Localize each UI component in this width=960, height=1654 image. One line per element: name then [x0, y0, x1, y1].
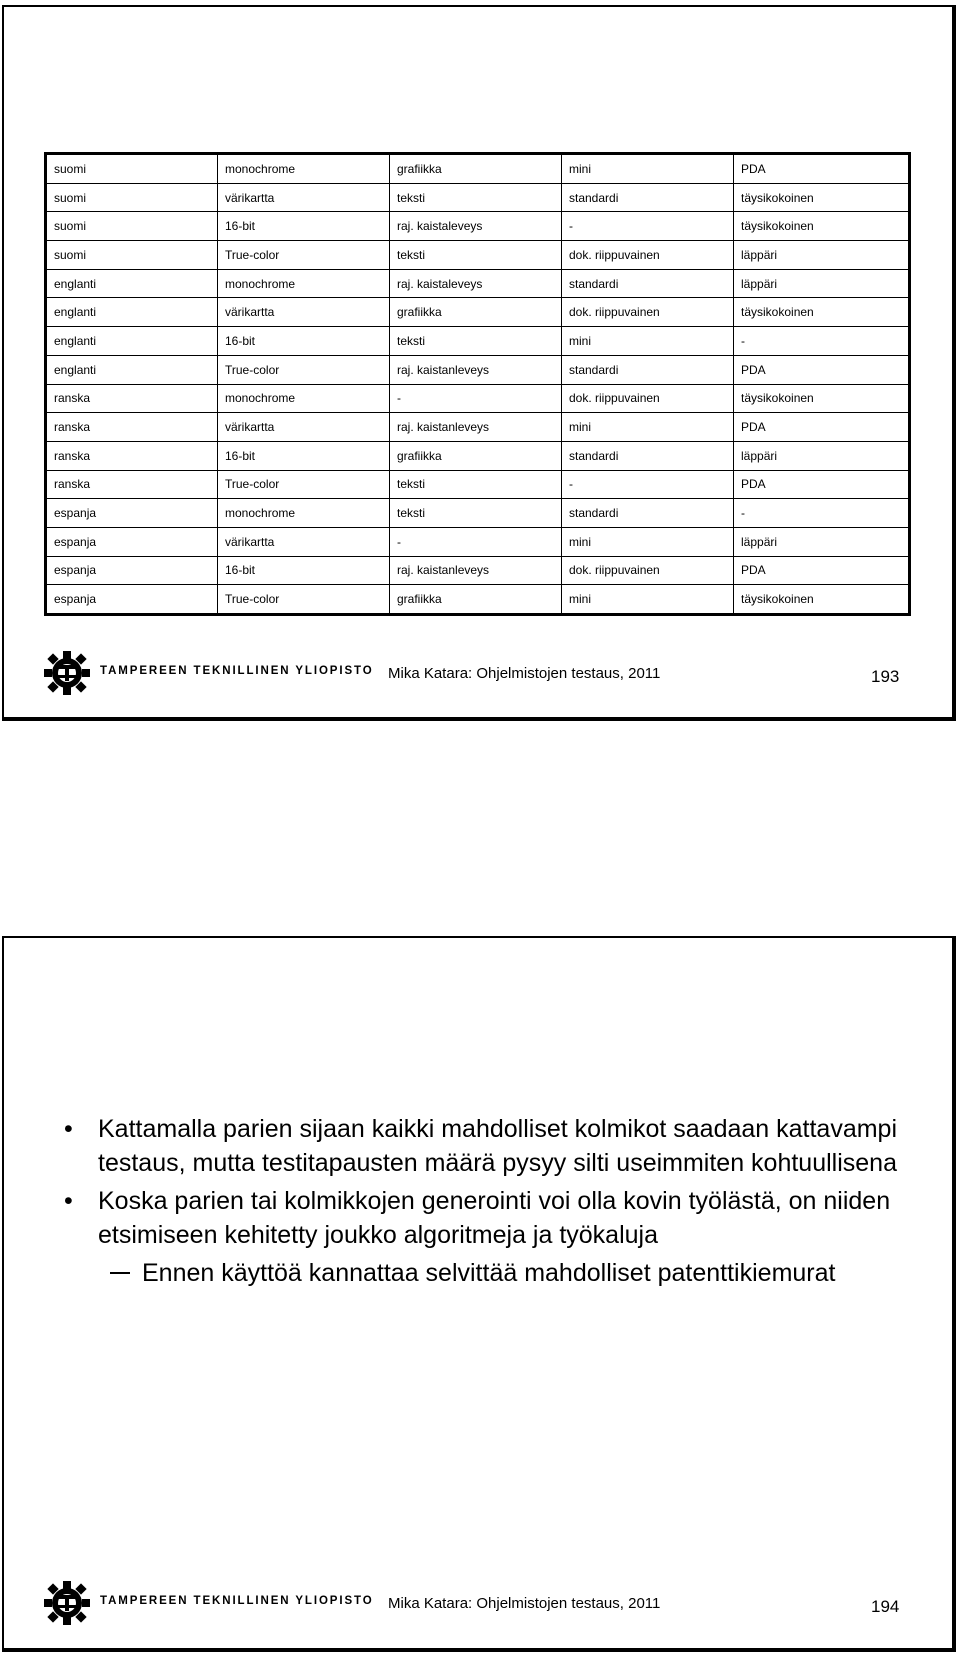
tut-gear-icon — [44, 1581, 90, 1625]
table-cell: PDA — [734, 355, 910, 384]
bullet-dot-icon: • — [64, 1115, 73, 1143]
table-cell: - — [390, 527, 562, 556]
dash-icon — [110, 1272, 130, 1274]
table-cell: espanja — [46, 556, 218, 585]
combination-table — [44, 152, 911, 616]
table-cell: 16-bit — [218, 556, 390, 585]
table-cell: raj. kaistanleveys — [390, 413, 562, 442]
table-cell: teksti — [390, 470, 562, 499]
table-row — [46, 241, 910, 270]
bullet-text: Kattamalla parien sijaan kaikki mahdolliset kolmikot saadaan kattavampi testaus, mutta testitapausten määrä pysyy silti useimmiten kohtuullisena — [98, 1115, 898, 1177]
bullet-item — [60, 1112, 940, 1180]
footer-caption: Mika Katara: Ohjelmistojen testaus, 2011 — [388, 1595, 661, 1612]
table-cell: englanti — [46, 298, 218, 327]
table-cell: mini — [562, 527, 734, 556]
table-cell: ranska — [46, 470, 218, 499]
table-cell: täysikokoinen — [734, 384, 910, 413]
table-cell: täysikokoinen — [734, 183, 910, 212]
table-cell: värikartta — [218, 298, 390, 327]
table-cell: mini — [562, 585, 734, 615]
table-cell: PDA — [734, 556, 910, 585]
table-cell: täysikokoinen — [734, 585, 910, 615]
table-row — [46, 269, 910, 298]
table-row — [46, 154, 910, 184]
table-cell: mini — [562, 327, 734, 356]
table-row — [46, 355, 910, 384]
table-cell: mini — [562, 413, 734, 442]
table-cell: - — [562, 470, 734, 499]
table-cell: dok. riippuvainen — [562, 298, 734, 327]
logo-text: TAMPEREEN TEKNILLINEN YLIOPISTO — [100, 1595, 374, 1607]
table-cell: - — [734, 499, 910, 528]
table-cell: True-color — [218, 355, 390, 384]
bullet-dot-icon: • — [64, 1187, 73, 1215]
table-cell: raj. kaistanleveys — [390, 355, 562, 384]
table-cell: grafiikka — [390, 441, 562, 470]
table-cell: grafiikka — [390, 585, 562, 615]
table-row — [46, 298, 910, 327]
table-cell: standardi — [562, 441, 734, 470]
table-cell: teksti — [390, 499, 562, 528]
table-cell: läppäri — [734, 441, 910, 470]
table-cell: läppäri — [734, 269, 910, 298]
table-cell: monochrome — [218, 269, 390, 298]
table-cell: englanti — [46, 327, 218, 356]
table-cell: PDA — [734, 470, 910, 499]
table-cell: PDA — [734, 154, 910, 184]
table-cell: monochrome — [218, 384, 390, 413]
table-cell: suomi — [46, 183, 218, 212]
slide-194 — [2, 936, 956, 1652]
table-cell: - — [562, 212, 734, 241]
table-row — [46, 183, 910, 212]
table-cell: grafiikka — [390, 298, 562, 327]
table-cell: PDA — [734, 413, 910, 442]
table-cell: monochrome — [218, 154, 390, 184]
table-cell: ranska — [46, 384, 218, 413]
table-cell: dok. riippuvainen — [562, 241, 734, 270]
table-cell: monochrome — [218, 499, 390, 528]
table-cell: läppäri — [734, 241, 910, 270]
table-cell: ranska — [46, 413, 218, 442]
table-cell: standardi — [562, 269, 734, 298]
table-cell: ranska — [46, 441, 218, 470]
slide-193 — [2, 5, 956, 721]
table-row — [46, 212, 910, 241]
table-cell: suomi — [46, 241, 218, 270]
table-row — [46, 556, 910, 585]
bullet-text: Koska parien tai kolmikkojen generointi voi olla kovin työlästä, on niiden etsimiseen kehitetty joukko algoritmeja ja työkaluja — [98, 1187, 891, 1249]
table-cell: espanja — [46, 527, 218, 556]
university-logo — [44, 651, 374, 695]
university-logo — [44, 1581, 374, 1625]
table-cell: standardi — [562, 355, 734, 384]
table-cell: läppäri — [734, 527, 910, 556]
tut-gear-icon — [44, 651, 90, 695]
bullet-list — [60, 1112, 940, 1290]
table-cell: värikartta — [218, 527, 390, 556]
logo-text: TAMPEREEN TEKNILLINEN YLIOPISTO — [100, 665, 374, 677]
table-cell: True-color — [218, 585, 390, 615]
table-cell: värikartta — [218, 183, 390, 212]
table-cell: suomi — [46, 154, 218, 184]
table-cell: dok. riippuvainen — [562, 556, 734, 585]
sub-bullet-text: Ennen käyttöä kannattaa selvittää mahdolliset patenttikiemurat — [142, 1259, 836, 1287]
table-row — [46, 384, 910, 413]
table-cell: 16-bit — [218, 327, 390, 356]
table-row — [46, 499, 910, 528]
table-cell: englanti — [46, 269, 218, 298]
table-cell: raj. kaistanleveys — [390, 556, 562, 585]
table-cell: värikartta — [218, 413, 390, 442]
table-cell: 16-bit — [218, 441, 390, 470]
table-cell: - — [390, 384, 562, 413]
table-cell: täysikokoinen — [734, 212, 910, 241]
page-number: 194 — [871, 1597, 900, 1616]
table-cell: englanti — [46, 355, 218, 384]
table-row — [46, 527, 910, 556]
table-row — [46, 585, 910, 615]
table-cell: teksti — [390, 183, 562, 212]
table-cell: espanja — [46, 585, 218, 615]
table-cell: grafiikka — [390, 154, 562, 184]
table-cell: 16-bit — [218, 212, 390, 241]
footer-caption: Mika Katara: Ohjelmistojen testaus, 2011 — [388, 665, 661, 682]
table-cell: mini — [562, 154, 734, 184]
table-cell: täysikokoinen — [734, 298, 910, 327]
bullet-item — [60, 1184, 940, 1252]
table-row — [46, 441, 910, 470]
table-cell: True-color — [218, 470, 390, 499]
sub-bullet-item — [60, 1256, 940, 1290]
table-cell: standardi — [562, 183, 734, 212]
table-cell: True-color — [218, 241, 390, 270]
table-cell: teksti — [390, 241, 562, 270]
table-cell: suomi — [46, 212, 218, 241]
table-cell: raj. kaistaleveys — [390, 212, 562, 241]
table-cell: standardi — [562, 499, 734, 528]
table-row — [46, 470, 910, 499]
table-row — [46, 413, 910, 442]
table-cell: espanja — [46, 499, 218, 528]
table-cell: dok. riippuvainen — [562, 384, 734, 413]
table-cell: - — [734, 327, 910, 356]
table-row — [46, 327, 910, 356]
table-cell: raj. kaistaleveys — [390, 269, 562, 298]
page-number: 193 — [871, 667, 900, 686]
table-cell: teksti — [390, 327, 562, 356]
